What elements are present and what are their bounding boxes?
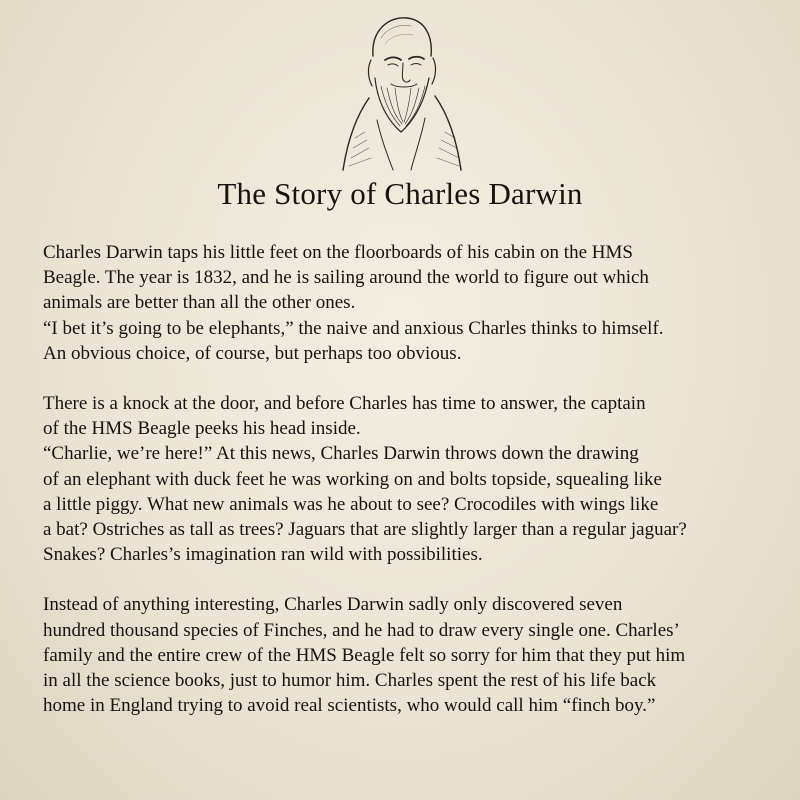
story-body: [43, 240, 763, 718]
text-line: a bat? Ostriches as tall as trees? Jaguars that are slightly larger than a regular jaguar?: [43, 519, 687, 541]
text-line: in all the science books, just to humor him. Charles spent the rest of his life back: [43, 670, 657, 692]
text-line: animals are better than all the other ones.: [43, 292, 356, 314]
paragraph: [43, 240, 763, 366]
text-line: Instead of anything interesting, Charles Darwin sadly only discovered seven: [43, 594, 623, 616]
text-line: Beagle. The year is 1832, and he is sailing around the world to figure out which: [43, 267, 649, 289]
text-line: “Charlie, we’re here!” At this news, Charles Darwin throws down the drawing: [43, 443, 639, 465]
text-line: hundred thousand species of Finches, and he had to draw every single one. Charles’: [43, 619, 680, 641]
text-line: Charles Darwin taps his little feet on the floorboards of his cabin on the HMS: [43, 242, 633, 263]
paragraph: [43, 391, 763, 567]
text-line: home in England trying to avoid real scientists, who would call him “finch boy.”: [43, 695, 656, 717]
text-line: family and the entire crew of the HMS Beagle felt so sorry for him that they put him: [43, 644, 686, 666]
text-line: “I bet it’s going to be elephants,” the naive and anxious Charles thinks to himself.: [43, 317, 664, 339]
darwin-portrait: [325, 8, 475, 178]
text-line: a little piggy. What new animals was he about to see? Crocodiles with wings like: [43, 493, 659, 515]
text-line: of an elephant with duck feet he was working on and bolts topside, squealing like: [43, 468, 662, 490]
paragraph: [43, 592, 763, 718]
text-line: Snakes? Charles’s imagination ran wild with possibilities.: [43, 544, 483, 566]
text-line: of the HMS Beagle peeks his head inside.: [43, 418, 361, 440]
text-line: There is a knock at the door, and before Charles has time to answer, the captain: [43, 393, 646, 415]
page-title: The Story of Charles Darwin: [217, 176, 583, 211]
text-line: An obvious choice, of course, but perhaps too obvious.: [43, 342, 462, 364]
